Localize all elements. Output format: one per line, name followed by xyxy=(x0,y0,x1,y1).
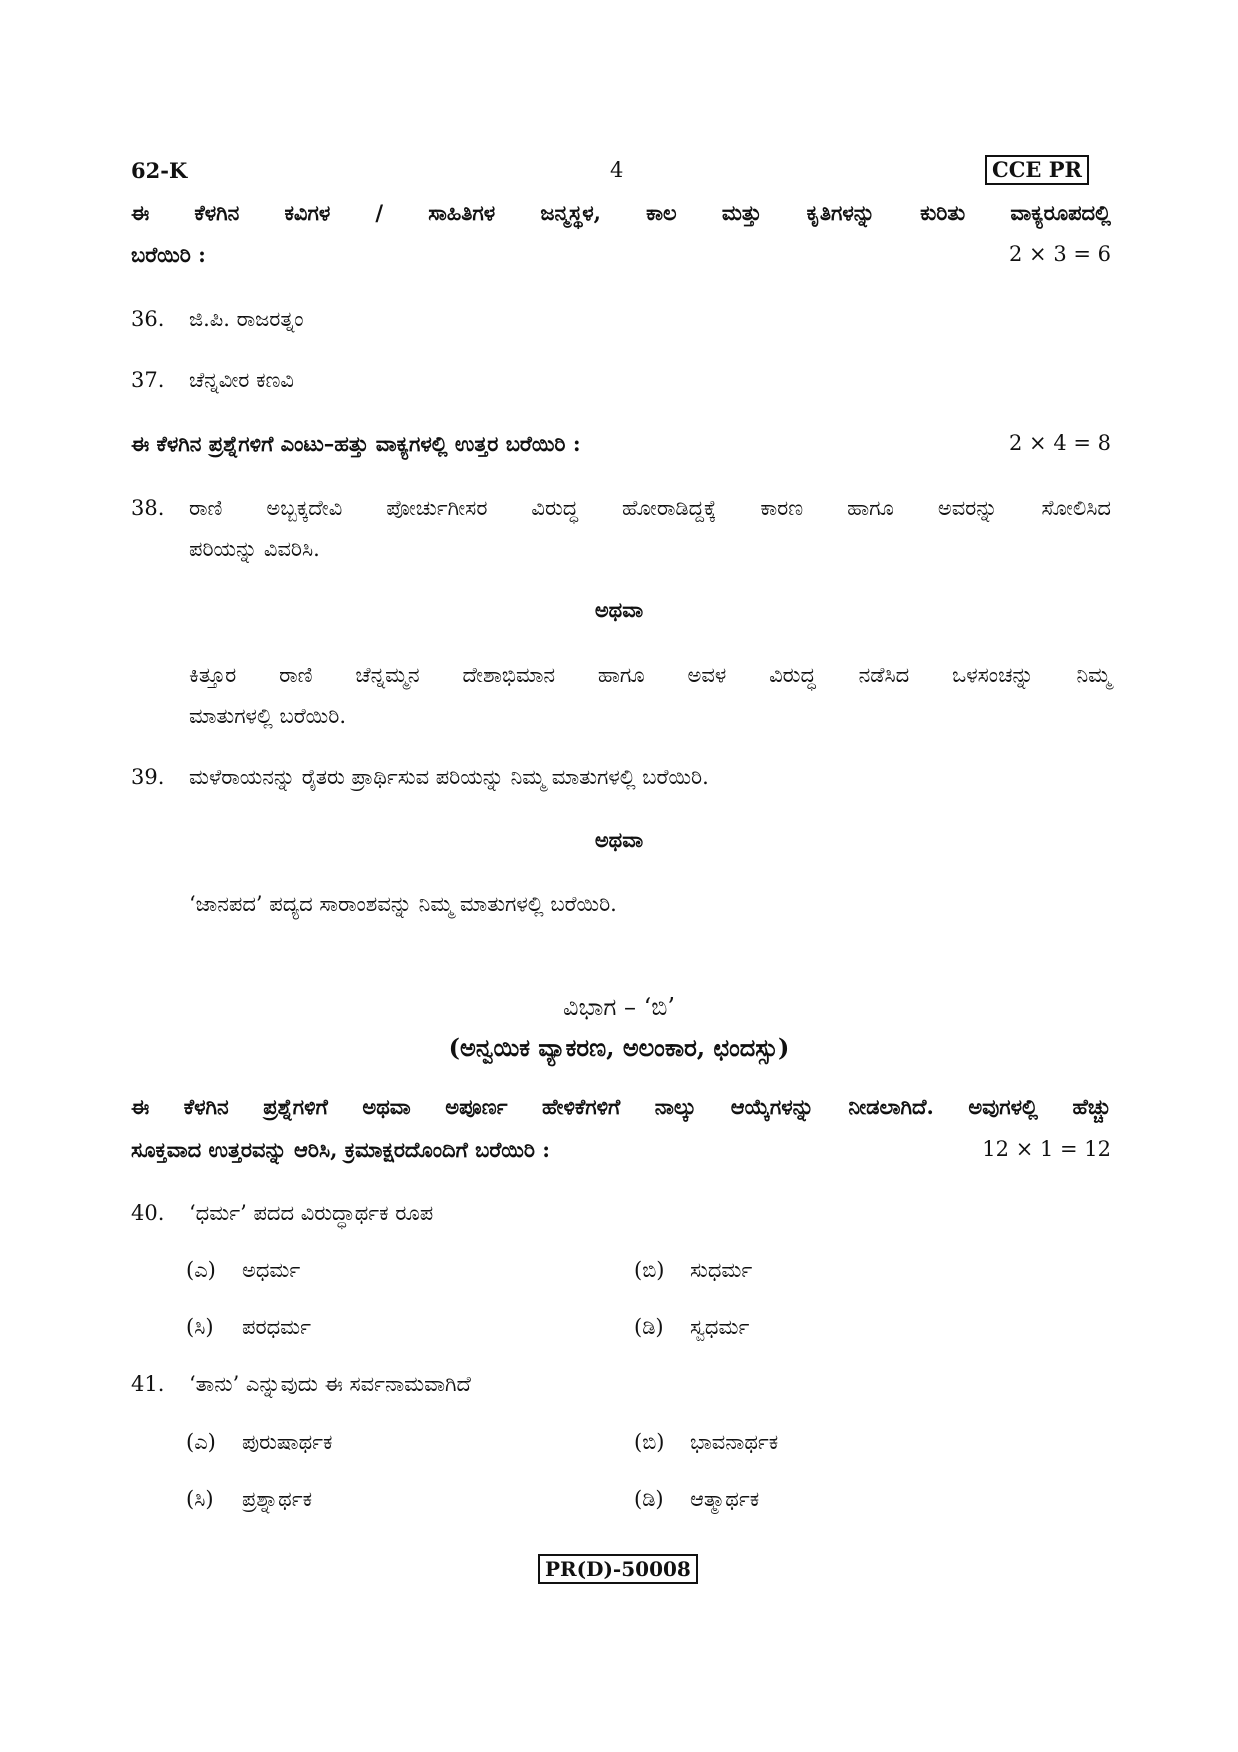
question-36-text: ಜಿ.ಪಿ. ರಾಜರತ್ನಂ xyxy=(189,307,304,331)
q41-option-d-text: ಆತ್ಮಾರ್ಥಕ xyxy=(690,1487,760,1511)
instruction-2: ಈ ಕೆಳಗಿನ ಪ್ರಶ್ನೆಗಳಿಗೆ ಎಂಟು–ಹತ್ತು ವಾಕ್ಯಗಳಲ್ಲಿ ಉತ್ತರ ಬರೆಯಿರಿ : xyxy=(131,431,581,456)
question-36-number: 36. xyxy=(131,307,165,331)
question-39-number: 39. xyxy=(131,765,165,789)
q41-option-c-text: ಪ್ರಶ್ನಾರ್ಥಕ xyxy=(242,1487,313,1511)
question-38-line-2: ಪರಿಯನ್ನು ವಿವರಿಸಿ. xyxy=(189,537,320,561)
instruction-1-marks: 2 × 3 = 6 xyxy=(1009,242,1111,266)
section-b-instruction-marks: 12 × 1 = 12 xyxy=(982,1137,1111,1161)
question-39-alternative: ‘ಜಾನಪದ’ ಪದ್ಯದ ಸಾರಾಂಶವನ್ನು ನಿಮ್ಮ ಮಾತುಗಳಲ್ಲಿ ಬರೆಯಿರಿ. xyxy=(189,892,617,916)
q40-option-b-label: (ಬಿ) xyxy=(634,1258,665,1282)
q41-option-c-label: (ಸಿ) xyxy=(186,1487,214,1511)
instruction-1-line-2: ಬರೆಯಿರಿ : xyxy=(131,242,206,267)
q41-option-b-text: ಭಾವನಾರ್ಥಕ xyxy=(690,1430,779,1454)
athava-label: ಅಥವಾ xyxy=(594,827,644,852)
q41-option-a-label: (ಎ) xyxy=(186,1430,216,1454)
section-b-title: ವಿಭಾಗ – ‘ಬಿ’ xyxy=(563,993,675,1021)
q40-option-b-text: ಸುಧರ್ಮ xyxy=(690,1258,753,1282)
q40-option-c-label: (ಸಿ) xyxy=(186,1315,214,1339)
question-38-line-1: ರಾಣಿ ಅಬ್ಬಕ್ಕದೇವಿ ಪೋರ್ಚುಗೀಸರ ವಿರುದ್ಧ ಹೋರಾಡಿದ್ದಕ್ಕೆ ಕಾರಣ ಹಾಗೂ ಅವರನ್ನು ಸೋಲಿಸಿದ xyxy=(189,496,1111,520)
q41-option-b-label: (ಬಿ) xyxy=(634,1430,665,1454)
question-40-number: 40. xyxy=(131,1201,165,1225)
question-38-number: 38. xyxy=(131,496,165,520)
athava-label: ಅಥವಾ xyxy=(594,597,644,622)
question-39-text: ಮಳೆರಾಯನನ್ನು ರೈತರು ಪ್ರಾರ್ಥಿಸುವ ಪರಿಯನ್ನು ನಿಮ್ಮ ಮಾತುಗಳಲ್ಲಿ ಬರೆಯಿರಿ. xyxy=(189,765,709,789)
paper-code: 62-K xyxy=(131,158,188,183)
q41-option-d-label: (ಡಿ) xyxy=(634,1487,664,1511)
q40-option-c-text: ಪರಧರ್ಮ xyxy=(242,1315,311,1339)
question-41-number: 41. xyxy=(131,1372,165,1396)
instruction-1-line-1: ಈ ಕೆಳಗಿನ ಕವಿಗಳ / ಸಾಹಿತಿಗಳ ಜನ್ಮಸ್ಥಳ, ಕಾಲ ಮತ್ತು ಕೃತಿಗಳನ್ನು ಕುರಿತು ವಾಕ್ಯರೂಪದಲ್ಲಿ xyxy=(131,200,1111,225)
section-b-instruction-line-2: ಸೂಕ್ತವಾದ ಉತ್ತರವನ್ನು ಆರಿಸಿ, ಕ್ರಮಾಕ್ಷರದೊಂದಿಗೆ ಬರೆಯಿರಿ : xyxy=(131,1137,550,1162)
q40-option-d-label: (ಡಿ) xyxy=(634,1315,664,1339)
question-41-text: ‘ತಾನು’ ಎನ್ನುವುದು ಈ ಸರ್ವನಾಮವಾಗಿದೆ xyxy=(189,1372,471,1396)
q41-option-a-text: ಪುರುಷಾರ್ಥಕ xyxy=(242,1430,333,1454)
cce-pr-badge: CCE PR xyxy=(985,155,1089,185)
question-38-alternative-line-2: ಮಾತುಗಳಲ್ಲಿ ಬರೆಯಿರಿ. xyxy=(189,704,346,728)
question-40-text: ‘ಧರ್ಮ’ ಪದದ ವಿರುದ್ಧಾರ್ಥಕ ರೂಪ xyxy=(189,1201,434,1225)
question-38-alternative-line-1: ಕಿತ್ತೂರ ರಾಣಿ ಚೆನ್ನಮ್ಮನ ದೇಶಾಭಿಮಾನ ಹಾಗೂ ಅವಳ ವಿರುದ್ಧ ನಡೆಸಿದ ಒಳಸಂಚನ್ನು ನಿಮ್ಮ xyxy=(189,663,1111,687)
page-number: 4 xyxy=(610,158,624,182)
section-b-subtitle: (ಅನ್ವಯಿಕ ವ್ಯಾಕರಣ, ಅಲಂಕಾರ, ಛಂದಸ್ಸು) xyxy=(448,1033,790,1062)
q40-option-a-label: (ಎ) xyxy=(186,1258,216,1282)
section-b-instruction-line-1: ಈ ಕೆಳಗಿನ ಪ್ರಶ್ನೆಗಳಿಗೆ ಅಥವಾ ಅಪೂರ್ಣ ಹೇಳಿಕೆಗಳಿಗೆ ನಾಲ್ಕು ಆಯ್ಕೆಗಳನ್ನು ನೀಡಲಾಗಿದೆ. ಅವುಗಳಲ್ಲಿ ಹೆಚ್ಚು xyxy=(131,1094,1111,1119)
question-37-text: ಚೆನ್ನವೀರ ಕಣವಿ xyxy=(189,368,294,392)
footer-code: PR(D)-50008 xyxy=(538,1554,698,1584)
instruction-2-marks: 2 × 4 = 8 xyxy=(1009,431,1111,455)
q40-option-a-text: ಅಧರ್ಮ xyxy=(242,1258,301,1282)
question-37-number: 37. xyxy=(131,368,165,392)
q40-option-d-text: ಸ್ವಧರ್ಮ xyxy=(690,1315,750,1339)
